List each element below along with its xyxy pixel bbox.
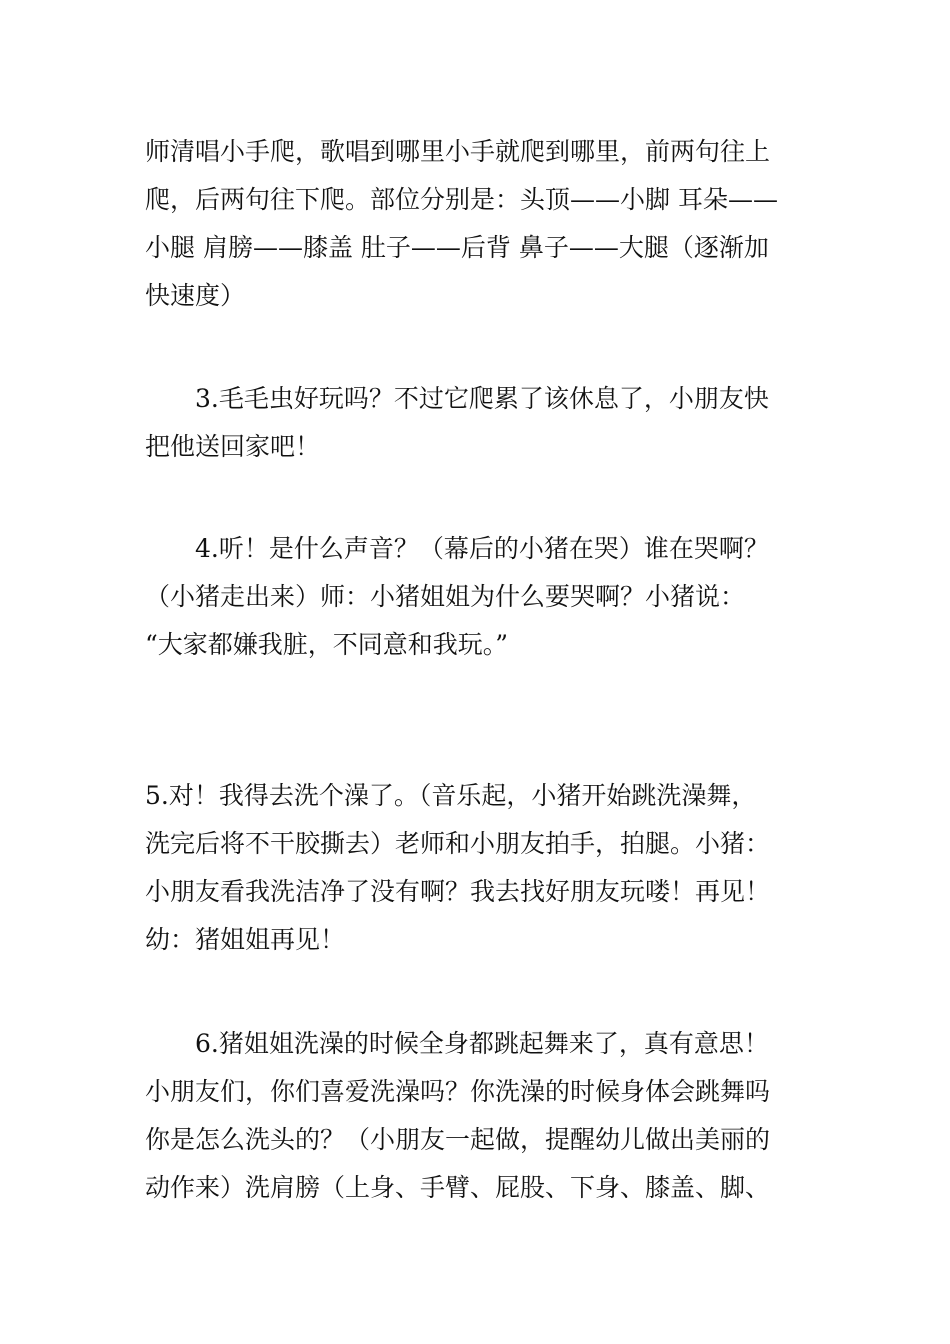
text-line: 小朋友们，你们喜爱洗澡吗？你洗澡的时候身体会跳舞吗 [145, 1077, 771, 1106]
text-line: 小朋友看我洗洁净了没有啊？我去找好朋友玩喽！再见！ [145, 877, 771, 906]
text-line: 洗完后将不干胶撕去）老师和小朋友拍手，拍腿。小猪： [145, 829, 771, 858]
text-line: 3.毛毛虫好玩吗？不过它爬累了该休息了，小朋友快 [145, 384, 769, 413]
text-line: 动作来）洗肩膀（上身、手臂、屁股、下身、膝盖、脚、 [145, 1173, 771, 1202]
paragraph-3 [145, 525, 810, 669]
text-line: 6.猪姐姐洗澡的时候全身都跳起舞来了，真有意思！ [145, 1029, 769, 1058]
text-line: 师清唱小手爬，歌唱到哪里小手就爬到哪里，前两句往上 [145, 137, 771, 166]
text-line: 小腿 肩膀——膝盖 肚子——后背 鼻子——大腿（逐渐加 [145, 233, 769, 262]
text-line: （小猪走出来）师：小猪姐姐为什么要哭啊？小猪说： [145, 582, 746, 611]
text-line: 快速度） [145, 281, 246, 310]
paragraph-1 [145, 128, 810, 320]
text-line: 4.听！是什么声音？（幕后的小猪在哭）谁在哭啊？ [145, 534, 769, 563]
paragraph-5 [145, 1020, 810, 1212]
text-line: “大家都嫌我脏，不同意和我玩。” [145, 630, 509, 659]
paragraph-4 [145, 772, 810, 964]
text-line: 你是怎么洗头的？（小朋友一起做，提醒幼儿做出美丽的 [145, 1125, 771, 1154]
text-line: 爬，后两句往下爬。部位分别是：头顶——小脚 耳朵—— [145, 185, 778, 214]
text-line: 5.对！我得去洗个澡了。（音乐起，小猪开始跳洗澡舞， [145, 781, 757, 810]
text-line: 幼：猪姐姐再见！ [145, 925, 346, 954]
text-line: 把他送回家吧！ [145, 432, 321, 461]
paragraph-2 [145, 375, 810, 471]
